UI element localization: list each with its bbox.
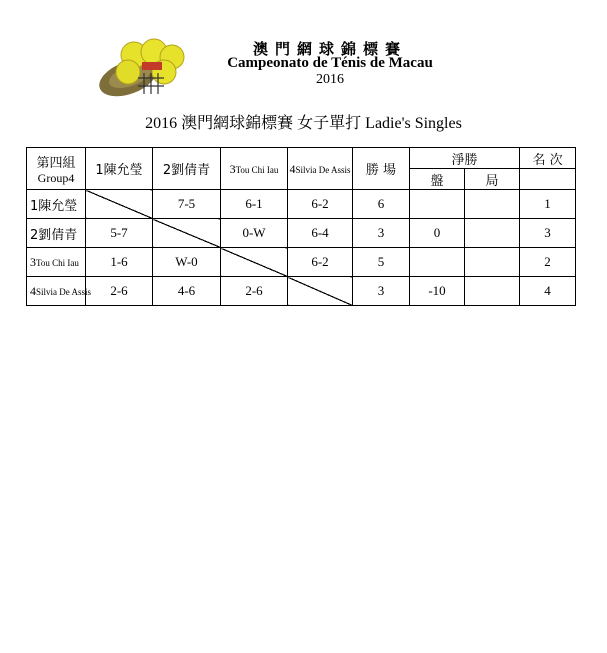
title-portuguese: Campeonato de Ténis de Macau <box>227 55 433 71</box>
wins-cell: 3 <box>353 219 410 248</box>
games-cell <box>465 248 520 277</box>
table-row <box>27 248 576 277</box>
row-label-player-4-name: Silvia De Assis <box>36 287 92 297</box>
rank-header: 名 次 <box>520 148 576 169</box>
col-header-player-2: 2劉倩青 <box>153 148 221 190</box>
title-chinese: 澳門網球錦標賽 <box>252 40 407 58</box>
row-label-player-1: 1陳允瑩 <box>27 190 86 219</box>
games-header: 局 <box>465 169 520 190</box>
row-label-player-2: 2劉倩青 <box>27 219 86 248</box>
diagonal-cell <box>153 219 221 248</box>
col-header-player-1: 1陳允瑩 <box>86 148 153 190</box>
rank-cell: 4 <box>520 277 576 306</box>
score-cell: 6-4 <box>288 219 353 248</box>
table-row <box>27 190 576 219</box>
row-label-player-3-name: Tou Chi Iau <box>36 258 79 268</box>
wins-header: 勝 場 <box>353 148 410 190</box>
score-cell: 6-2 <box>288 190 353 219</box>
tennis-logo-icon <box>98 38 190 100</box>
score-cell: 0-W <box>221 219 288 248</box>
row-label-player-3 <box>27 248 86 277</box>
table-row <box>27 219 576 248</box>
sets-header: 盤 <box>410 169 465 190</box>
col-header-player-4-name: Silvia De Assis <box>295 164 351 175</box>
games-cell <box>465 277 520 306</box>
col-header-player-3-name: Tou Chi Iau <box>235 164 279 175</box>
diagonal-cell <box>221 248 288 277</box>
col-header-player-3-num: 3 <box>229 161 236 176</box>
row-label-player-4-num: 4 <box>30 284 36 298</box>
sets-cell <box>410 190 465 219</box>
group-header-cell <box>27 148 86 190</box>
rank-subheader <box>520 169 576 190</box>
rank-cell: 3 <box>520 219 576 248</box>
col-header-player-4 <box>288 148 353 190</box>
games-cell <box>465 219 520 248</box>
sets-cell: 0 <box>410 219 465 248</box>
col-header-player-3 <box>221 148 288 190</box>
table-row <box>27 277 576 306</box>
score-cell: 6-1 <box>221 190 288 219</box>
score-cell: 5-7 <box>86 219 153 248</box>
score-cell: 2-6 <box>221 277 288 306</box>
col-header-player-4-num: 4 <box>289 161 296 176</box>
event-title: 2016 澳門網球錦標賽 女子單打 Ladie's Singles <box>145 115 462 132</box>
score-cell: 6-2 <box>288 248 353 277</box>
wins-cell: 3 <box>353 277 410 306</box>
score-cell: 7-5 <box>153 190 221 219</box>
row-label-player-3-num: 3 <box>30 255 36 269</box>
score-cell: W-0 <box>153 248 221 277</box>
score-cell: 1-6 <box>86 248 153 277</box>
rank-cell: 2 <box>520 248 576 277</box>
diagonal-cell <box>288 277 353 306</box>
games-cell <box>465 190 520 219</box>
title-year: 2016 <box>316 72 344 87</box>
wins-cell: 5 <box>353 248 410 277</box>
group-label-en: Group4 <box>37 170 75 185</box>
sets-cell <box>410 248 465 277</box>
diagonal-cell <box>86 190 153 219</box>
score-cell: 4-6 <box>153 277 221 306</box>
group-label-cn: 第四組 <box>36 155 76 171</box>
rank-cell: 1 <box>520 190 576 219</box>
net-header: 淨勝 <box>410 148 520 169</box>
results-table <box>26 147 576 306</box>
sets-cell: -10 <box>410 277 465 306</box>
score-cell: 2-6 <box>86 277 153 306</box>
row-label-player-4 <box>27 277 92 306</box>
wins-cell: 6 <box>353 190 410 219</box>
